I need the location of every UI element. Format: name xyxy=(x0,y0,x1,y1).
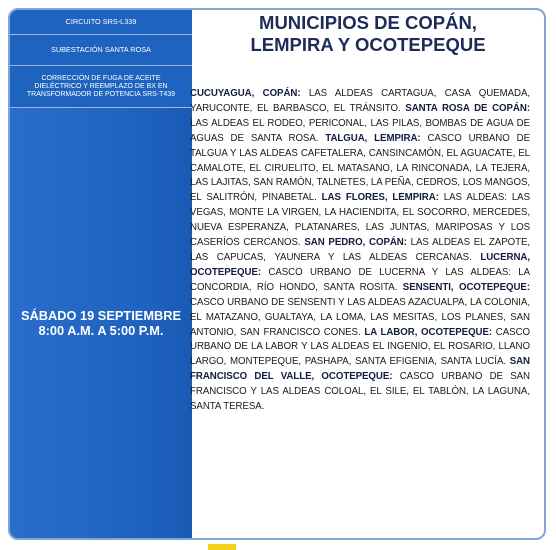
entry-place: LUCERNA, OCOTEPEQUE: xyxy=(190,251,530,278)
entry-detail: LAS ALDEAS CARTAGUA, CASA QUEMADA, YARUCONTE, EL BARBASCO, EL TRÁNSITO. xyxy=(190,88,530,114)
entry-place: SAN PEDRO, COPÁN: xyxy=(304,237,407,249)
schedule-time: 8:00 A.M. A 5:00 P.M. xyxy=(38,323,164,338)
title-line-2: LEMPIRA Y OCOTEPEQUE xyxy=(250,34,486,55)
affected-areas-text xyxy=(190,87,530,415)
entry-detail: CASCO URBANO DE SENSENTI Y LAS ALDEAS AZACUALPA, LA COLONIA, EL MATAZANO, GUALTAYA, LA LOMA, LAS MESITAS, LOS PLANES, SAN ANTONIO, SAN FRANCISCO CONES. xyxy=(190,296,530,338)
schedule-date: SÁBADO 19 SEPTIEMBRE xyxy=(21,308,181,323)
entry-detail: CASCO URBANO DE LA LABOR Y LAS ALDEAS EL INGENIO, EL ROSARIO, LLANO LARGO, MONTEPEQUE, PASHAPA, SANTA EFIGENIA, SANTA LUCÍA. xyxy=(190,326,531,368)
work-description: CORRECCIÓN DE FUGA DE ACEITE DIELÉCTRICO Y REEMPLAZO DE BX EN TRANSFORMADOR DE POTENCIA SRS-T439 xyxy=(10,66,192,108)
entry-detail: LAS ALDEAS EL RODEO, PERICONAL, LAS PILAS, BOMBAS DE AGUA DE AGUAS DE SANTA ROSA. xyxy=(190,117,530,144)
entry-place: CUCUYAGUA, COPÁN: xyxy=(190,88,301,99)
entry-place: LAS FLORES, LEMPIRA: xyxy=(321,192,439,204)
entry-detail: LAS ALDEAS EL ZAPOTE, LAS CAPUCAS, YAUNERA Y LAS ALDEAS CERCANAS. xyxy=(190,237,531,263)
entry-detail: CASCO URBANO DE LUCERNA Y LAS ALDEAS: LA CONCORDIA, RÍO HONDO, SANTA ROSITA. xyxy=(190,266,530,293)
circuit-label: CIRCUITO SRS-L339 xyxy=(10,10,192,35)
substation-label: SUBESTACIÓN SANTA ROSA xyxy=(10,35,192,66)
entry-place: LA LABOR, OCOTEPEQUE: xyxy=(364,326,493,338)
entry-place: SENSENTI, OCOTEPEQUE: xyxy=(402,281,531,293)
entry-place: SAN FRANCISCO DEL VALLE, OCOTEPEQUE: xyxy=(190,356,530,383)
left-info-panel xyxy=(10,10,192,538)
entry-detail: CASCO URBANO DE SAN FRANCISCO Y LAS ALDEAS COLOAL, EL SILE, EL TABLÓN, LA LAGUNA, SANTA TERESA. xyxy=(190,371,530,413)
entry-place: TALGUA, LEMPIRA: xyxy=(325,132,421,144)
entry-detail: LAS ALDEAS: LAS VEGAS, MONTE LA VIRGEN, LA HACIENDITA, EL SOCORRO, MERCEDES, NUEVA ESPERANZA, PLATANARES, LAS JUNTAS, MARIPOSAS Y LOS CASERÍOS CERCANOS. xyxy=(190,192,530,249)
entry-detail: CASCO URBANO DE TALGUA Y LAS ALDEAS CAFETALERA, CANSINCAMÓN, EL AGUACATE, EL CAMALOTE, EL CIRUELITO, EL MATASANO, LA RINCONADA, LA TEJERA, LAS LAJITAS, SAN RAMÓN, TALNETES, LA PEÑA, CEDROS, LOS MANGOS, EL SALITRÓN, PINABETAL. xyxy=(190,132,530,204)
title-line-1: MUNICIPIOS DE COPÁN, xyxy=(259,12,477,33)
footer-yellow-accent xyxy=(208,544,236,550)
schedule-block xyxy=(10,108,192,538)
footer-accent-bar xyxy=(8,540,546,550)
entry-place: SANTA ROSA DE COPÁN: xyxy=(405,102,530,114)
